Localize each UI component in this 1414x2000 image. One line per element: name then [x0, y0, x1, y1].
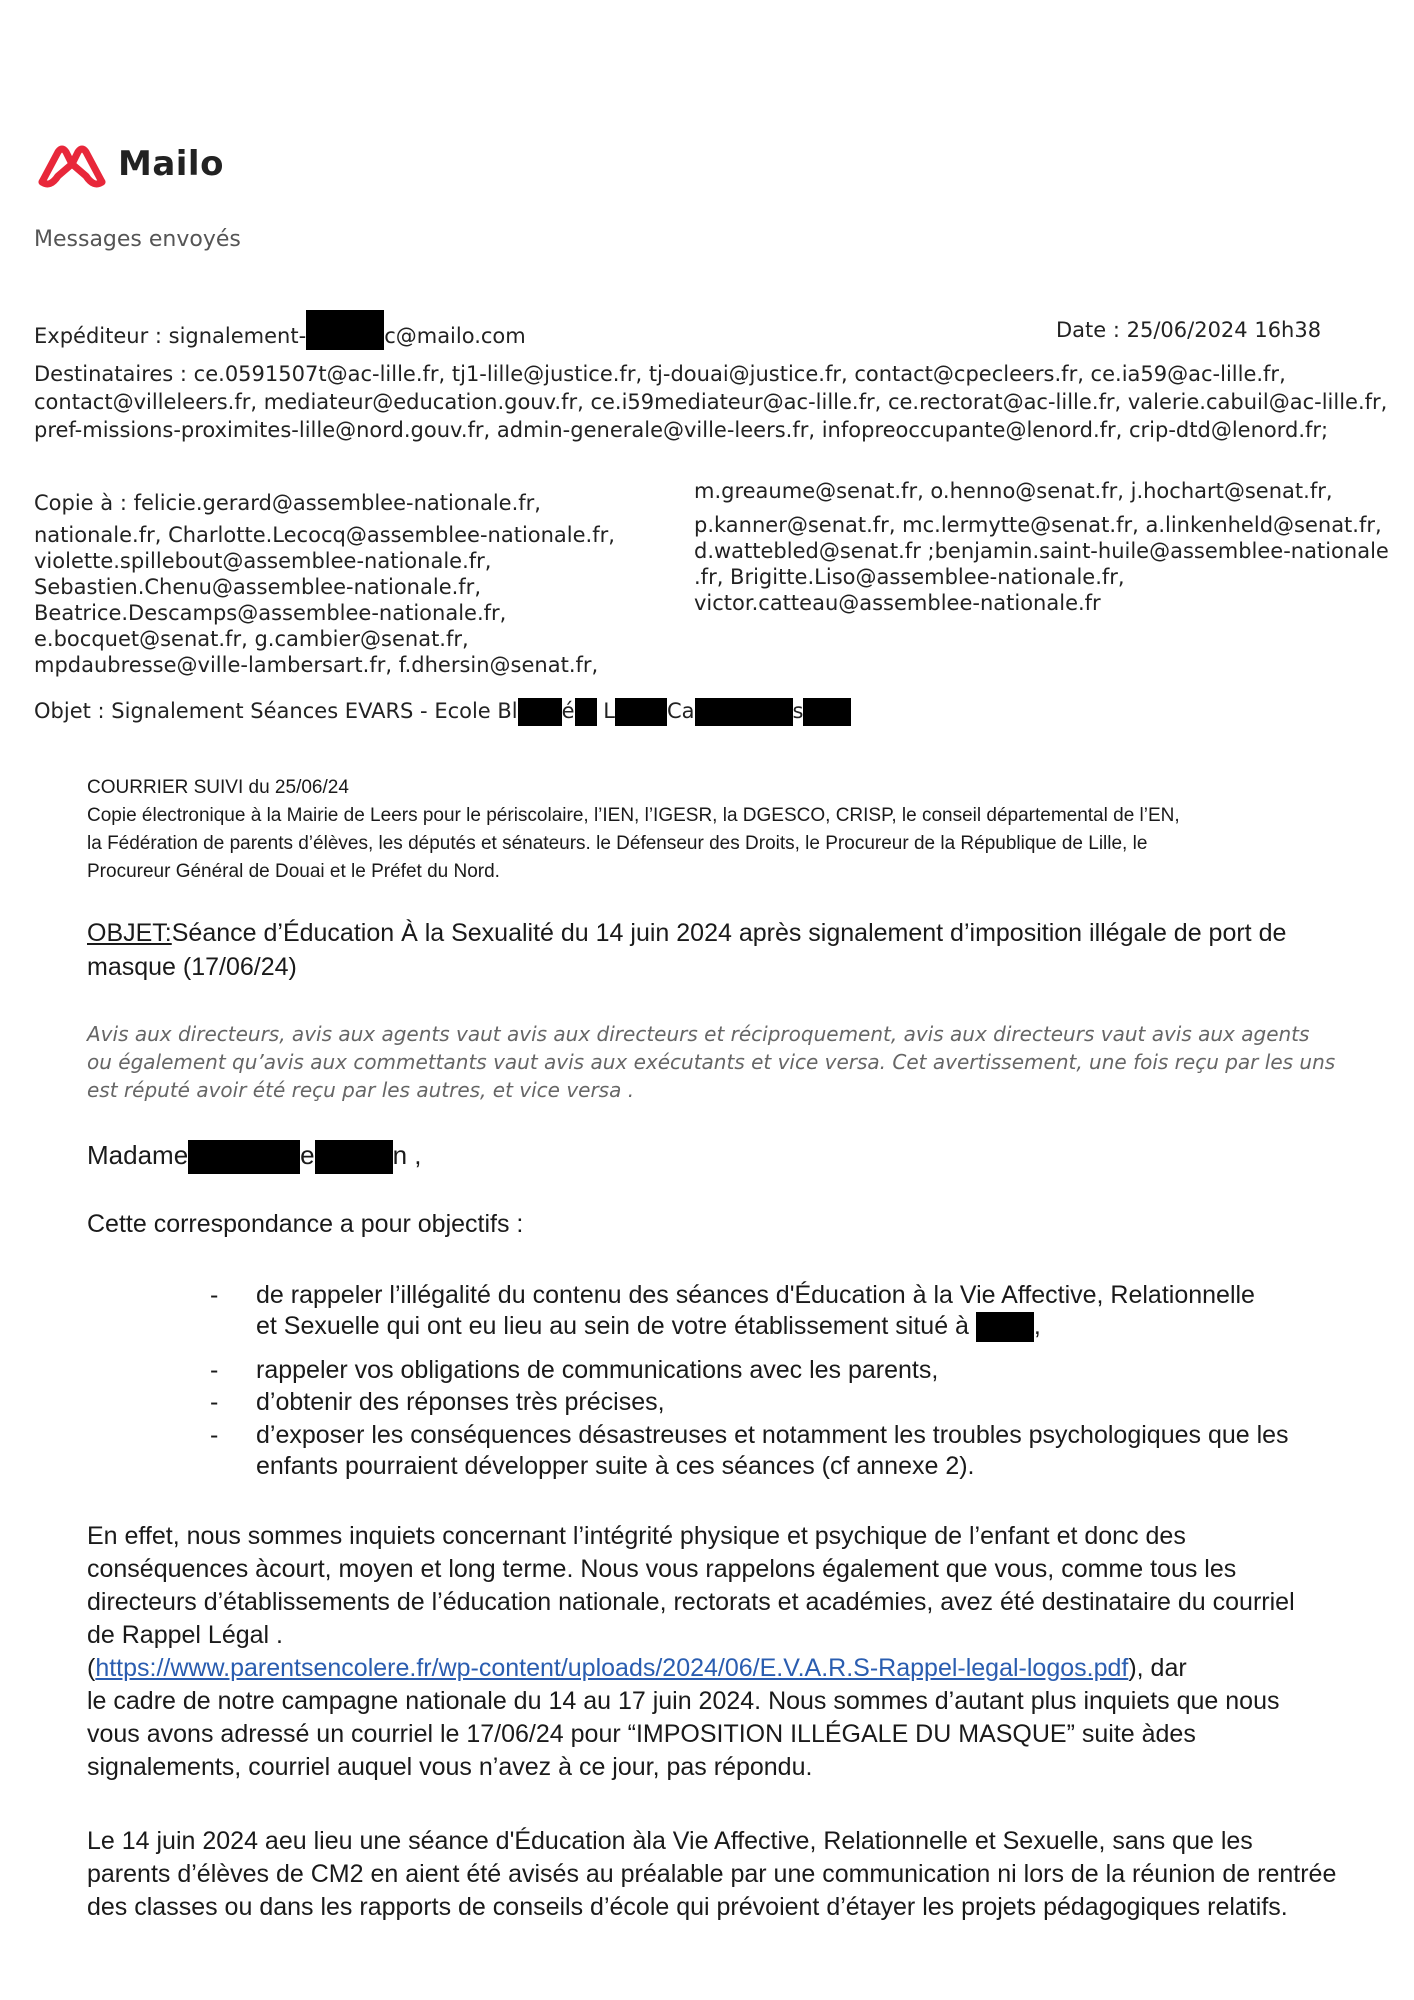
subject-text: L — [596, 699, 615, 723]
redaction-box — [803, 698, 851, 726]
bullet-text: rappeler vos obligations de communications avec les parents, — [256, 1356, 939, 1384]
mailo-logo-icon — [36, 142, 108, 190]
bullet-dash: - — [210, 1388, 219, 1416]
bullet-dash: - — [210, 1281, 219, 1309]
objet-label: OBJET: — [87, 919, 172, 947]
cc-line: e.bocquet@senat.fr, g.cambier@senat.fr, — [34, 627, 469, 651]
redaction-box — [315, 1140, 393, 1174]
subject-text: s — [792, 699, 804, 723]
app-name: Mailo — [118, 144, 224, 184]
cc-line: violette.spillebout@assemblee-nationale.fr, — [34, 549, 492, 573]
paragraph-text: ), dar — [1128, 1654, 1187, 1682]
cc-line: Sebastien.Chenu@assemblee-nationale.fr, — [34, 575, 481, 599]
bullet-text: d’obtenir des réponses très précises, — [256, 1388, 665, 1416]
letter-objet — [87, 916, 1287, 984]
courrier-line: la Fédération de parents d’élèves, les députés et sénateurs. le Défenseur des Droits, le Procureur de la République de Lille, le — [87, 833, 1148, 854]
bullet-text — [256, 1280, 1336, 1342]
cc-line: m.greaume@senat.fr, o.henno@senat.fr, j.hochart@senat.fr, — [694, 479, 1333, 503]
rappel-legal-link[interactable]: https://www.parentsencolere.fr/wp-content/uploads/2024/06/E.V.A.R.S-Rappel-legal-logos.pdf — [95, 1654, 1129, 1682]
redaction-box — [976, 1312, 1034, 1342]
salutation-text: Madame — [87, 1140, 189, 1170]
bullet-dash: - — [210, 1421, 219, 1449]
mailo-logo — [36, 140, 226, 194]
paren: ( — [87, 1654, 96, 1682]
redaction-box — [306, 310, 384, 350]
sender-suffix: c@mailo.com — [384, 324, 526, 348]
cc-line: victor.catteau@assemblee-nationale.fr — [694, 591, 1101, 615]
bullet-line: et Sexuelle qui ont eu lieu au sein de votre établissement situé à — [256, 1312, 976, 1340]
cc-line: Beatrice.Descamps@assemblee-nationale.fr, — [34, 601, 507, 625]
bullet-line: , — [1033, 1312, 1041, 1340]
redaction-box — [575, 698, 597, 726]
bullet-line: de rappeler l’illégalité du contenu des séances d'Éducation à la Vie Affective, Relationnelle — [256, 1281, 1255, 1309]
cc-line: d.wattebled@senat.fr ;benjamin.saint-huile@assemblee-nationale — [694, 539, 1389, 563]
intro-line: Cette correspondance a pour objectifs : — [87, 1210, 524, 1238]
courrier-line: Procureur Général de Douai et le Préfet du Nord. — [87, 861, 500, 882]
courrier-suivi — [87, 774, 1337, 886]
paragraph-line: conséquences àcourt, moyen et long terme. Nous vous rappelons également que vous, comme tous les — [87, 1555, 1237, 1583]
courrier-title: COURRIER SUIVI du 25/06/24 — [87, 777, 349, 798]
folder-title: Messages envoyés — [34, 227, 241, 252]
paragraph-line: directeurs d’établissements de l’éducation nationale, rectorats et académies, avez été destinataire du courriel — [87, 1588, 1295, 1616]
redaction-box — [188, 1140, 300, 1174]
bullet-text: d’exposer les conséquences désastreuses et notamment les troubles psychologiques que les enfants pourraient développer suite à ces séances (cf annexe 2). — [256, 1421, 1289, 1480]
sender-label: Expéditeur : — [34, 324, 169, 348]
cc-first-line: Copie à : felicie.gerard@assemblee-nationale.fr, — [34, 491, 541, 515]
objet-text: Séance d’Éducation À la Sexualité du 14 juin 2024 après signalement d’imposition illégale de port de masque (17/06/24) — [87, 919, 1287, 981]
salutation-text: n , — [392, 1140, 422, 1170]
sender-line — [34, 322, 526, 350]
redaction-box — [615, 698, 667, 726]
bullet-dash: - — [210, 1356, 219, 1384]
paragraph-line: vous avons adressé un courriel le 17/06/24 pour “IMPOSITION ILLÉGALE DU MASQUE” suite àdes — [87, 1720, 1196, 1748]
subject-text: Ca — [666, 699, 695, 723]
subject-text: Objet : Signalement Séances EVARS - Ecole Bl — [34, 699, 518, 723]
paragraph-line: de Rappel Légal . — [87, 1621, 283, 1649]
subject-text: é — [561, 699, 575, 723]
subject-line — [34, 697, 851, 726]
redaction-box — [695, 698, 793, 726]
courrier-line: Copie électronique à la Mairie de Leers pour le périscolaire, l’IEN, l’IGESR, la DGESCO, CRISP, le conseil départemental de l’EN, — [87, 805, 1180, 826]
cc-line: mpdaubresse@ville-lambersart.fr, f.dhersin@senat.fr, — [34, 653, 599, 677]
cc-line: nationale.fr, Charlotte.Lecocq@assemblee-nationale.fr, — [34, 523, 615, 547]
notice-paragraph: Avis aux directeurs, avis aux agents vaut avis aux directeurs et réciproquement, avis aux directeurs vaut avis aux agents ou également qu’avis aux commettants vaut avis aux exécutants et vice versa. Cet avertissement, une fois reçu par les uns est réputé avoir été reçu par les autres, et vice versa . — [87, 1022, 1336, 1102]
cc-line: .fr, Brigitte.Liso@assemblee-nationale.fr, — [694, 565, 1125, 589]
paragraph-line — [87, 1652, 1414, 1685]
paragraph — [87, 1520, 1414, 1784]
cc-right-column — [694, 478, 1394, 616]
sent-date: Date : 25/06/2024 16h38 — [1056, 318, 1322, 342]
salutation-text: e — [300, 1140, 315, 1170]
recipients-list: Destinataires : ce.0591507t@ac-lille.fr, tj1-lille@justice.fr, tj-douai@justice.fr, contact@cpecleers.fr, ce.ia59@ac-lille.fr, contact@villeleers.fr, mediateur@education.gouv.fr, ce.i59mediateur@ac-lille.fr, ce.rectorat@ac-lille.fr, valerie.cabuil@ac-lille.fr, pref-missions-proximites-lille@nord.gouv.fr, admin-generale@ville-leers.fr, infopreoccupante@lenord.fr, crip-dtd@lenord.fr; — [34, 362, 1388, 442]
paragraph-line: le cadre de notre campagne nationale du 14 au 17 juin 2024. Nous sommes d’autant plus inquiets que nous — [87, 1687, 1280, 1715]
paragraph: Le 14 juin 2024 aeu lieu une séance d'Éducation àla Vie Affective, Relationnelle et Sexuelle, sans que les parents d’élèves de CM2 en aient été avisés au préalable par une communication ni lors de la réunion de rentrée des classes ou dans les rapports de conseils d’école qui prévoient d’étayer les projets pédagogiques relatifs. — [87, 1827, 1337, 1921]
salutation — [87, 1140, 422, 1174]
paragraph-line: signalements, courriel auquel vous n’avez à ce jour, pas répondu. — [87, 1753, 813, 1781]
cc-left-column — [34, 490, 674, 678]
paragraph-line: En effet, nous sommes inquiets concernant l’intégrité physique et psychique de l’enfant et donc des — [87, 1522, 1186, 1550]
redaction-box — [518, 698, 562, 726]
cc-line: p.kanner@senat.fr, mc.lermytte@senat.fr, a.linkenheld@senat.fr, — [694, 513, 1382, 537]
sender-prefix: signalement- — [168, 324, 307, 348]
